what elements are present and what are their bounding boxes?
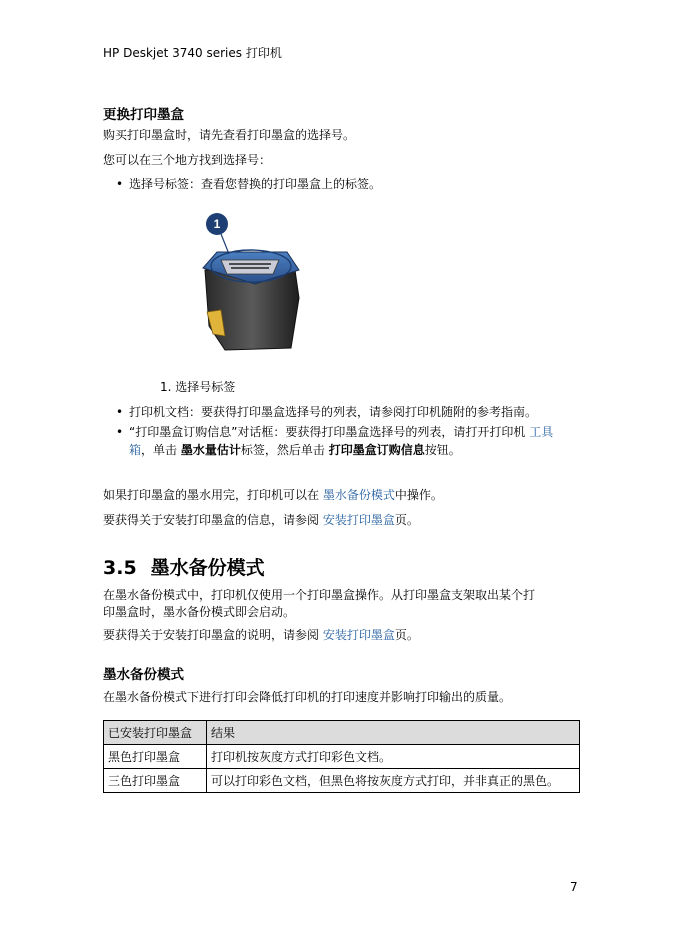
paragraph-install-ref (103, 511, 419, 529)
paragraph-check-selection-number: 购买打印墨盒时，请先查看打印墨盒的选择号。 (103, 128, 356, 142)
link-install-cartridge-2[interactable]: 安装打印墨盒 (322, 628, 395, 642)
table-row (104, 769, 580, 793)
backup-mode-table (103, 720, 580, 793)
table-cell: 打印机按灰度方式打印彩色文档。 (207, 745, 580, 769)
bullet-dot: • (116, 425, 124, 439)
callout-number: 1 (213, 217, 221, 231)
table-row (104, 745, 580, 769)
table-cell: 三色打印墨盒 (104, 769, 207, 793)
text-run: 如果打印墨盒的墨水用完，打印机可以在 (103, 488, 323, 502)
section-title-ink-backup (103, 553, 265, 580)
link-install-cartridge[interactable]: 安装打印墨盒 (322, 513, 395, 527)
bullet-text-printer-docs: 打印机文档：要获得打印墨盒选择号的列表，请参阅打印机随附的参考指南。 (129, 405, 538, 419)
text-run: 标签，然后单击 (240, 443, 329, 457)
link-ink-backup-mode[interactable]: 墨水备份模式 (322, 488, 395, 502)
table-header-row (104, 721, 580, 745)
bullet-text-order-dialog (129, 423, 577, 459)
running-header: HP Deskjet 3740 series 打印机 (103, 46, 282, 60)
text-run: 要获得关于安装打印墨盒的说明，请参阅 (103, 628, 323, 642)
bold-ink-level-tab: 墨水量估计 (180, 443, 241, 457)
bullet-item-order-dialog (116, 423, 554, 457)
table-header-cell: 结果 (207, 721, 580, 745)
table-cell: 黑色打印墨盒 (104, 745, 207, 769)
paragraph-backup-desc-line2: 印墨盒时，墨水备份模式即会启动。 (103, 605, 296, 619)
bullet-dot: • (116, 405, 124, 419)
text-run: “打印墨盒订购信息”对话框：要获得打印墨盒选择号的列表，请打开打印机 (129, 425, 530, 439)
text-run: 要获得关于安装打印墨盒的信息，请参阅 (103, 513, 323, 527)
text-run: 页。 (394, 628, 419, 642)
figure-caption: 1. 选择号标签 (160, 380, 236, 394)
page-number: 7 (570, 880, 578, 894)
paragraph-backup-quality: 在墨水备份模式下进行打印会降低打印机的打印速度并影响打印输出的质量。 (103, 690, 512, 704)
section-title-text: 墨水备份模式 (150, 557, 265, 579)
text-run: ，单击 (141, 443, 181, 457)
table-header-cell: 已安装打印墨盒 (104, 721, 207, 745)
table-cell: 可以打印彩色文档，但黑色将按灰度方式打印，并非真正的黑色。 (207, 769, 580, 793)
subheading-ink-backup: 墨水备份模式 (103, 667, 184, 683)
bullet-text-label: 选择号标签：查看您替换的打印墨盒上的标签。 (129, 177, 382, 191)
bold-order-info-button: 打印墨盒订购信息 (328, 443, 425, 457)
paragraph-backup-desc-line1: 在墨水备份模式中，打印机仅使用一个打印墨盒操作。从打印墨盒支架取出某个打 (103, 588, 536, 602)
callout-marker (205, 212, 229, 236)
paragraph-ink-backup-ref (103, 486, 443, 504)
paragraph-install-instructions (103, 626, 419, 644)
text-run: 页。 (394, 513, 419, 527)
paragraph-three-places: 您可以在三个地方找到选择号： (103, 153, 272, 167)
text-run: 按钮。 (424, 443, 461, 457)
link-toolbox[interactable]: 工具箱 (129, 425, 554, 457)
section-number: 3.5 (103, 557, 137, 579)
section-heading-replace-cartridge: 更换打印墨盒 (103, 107, 184, 123)
bullet-item-printer-docs (116, 403, 538, 421)
text-run: 中操作。 (394, 488, 443, 502)
bullet-item-label (116, 175, 382, 193)
bullet-dot: • (116, 177, 124, 191)
